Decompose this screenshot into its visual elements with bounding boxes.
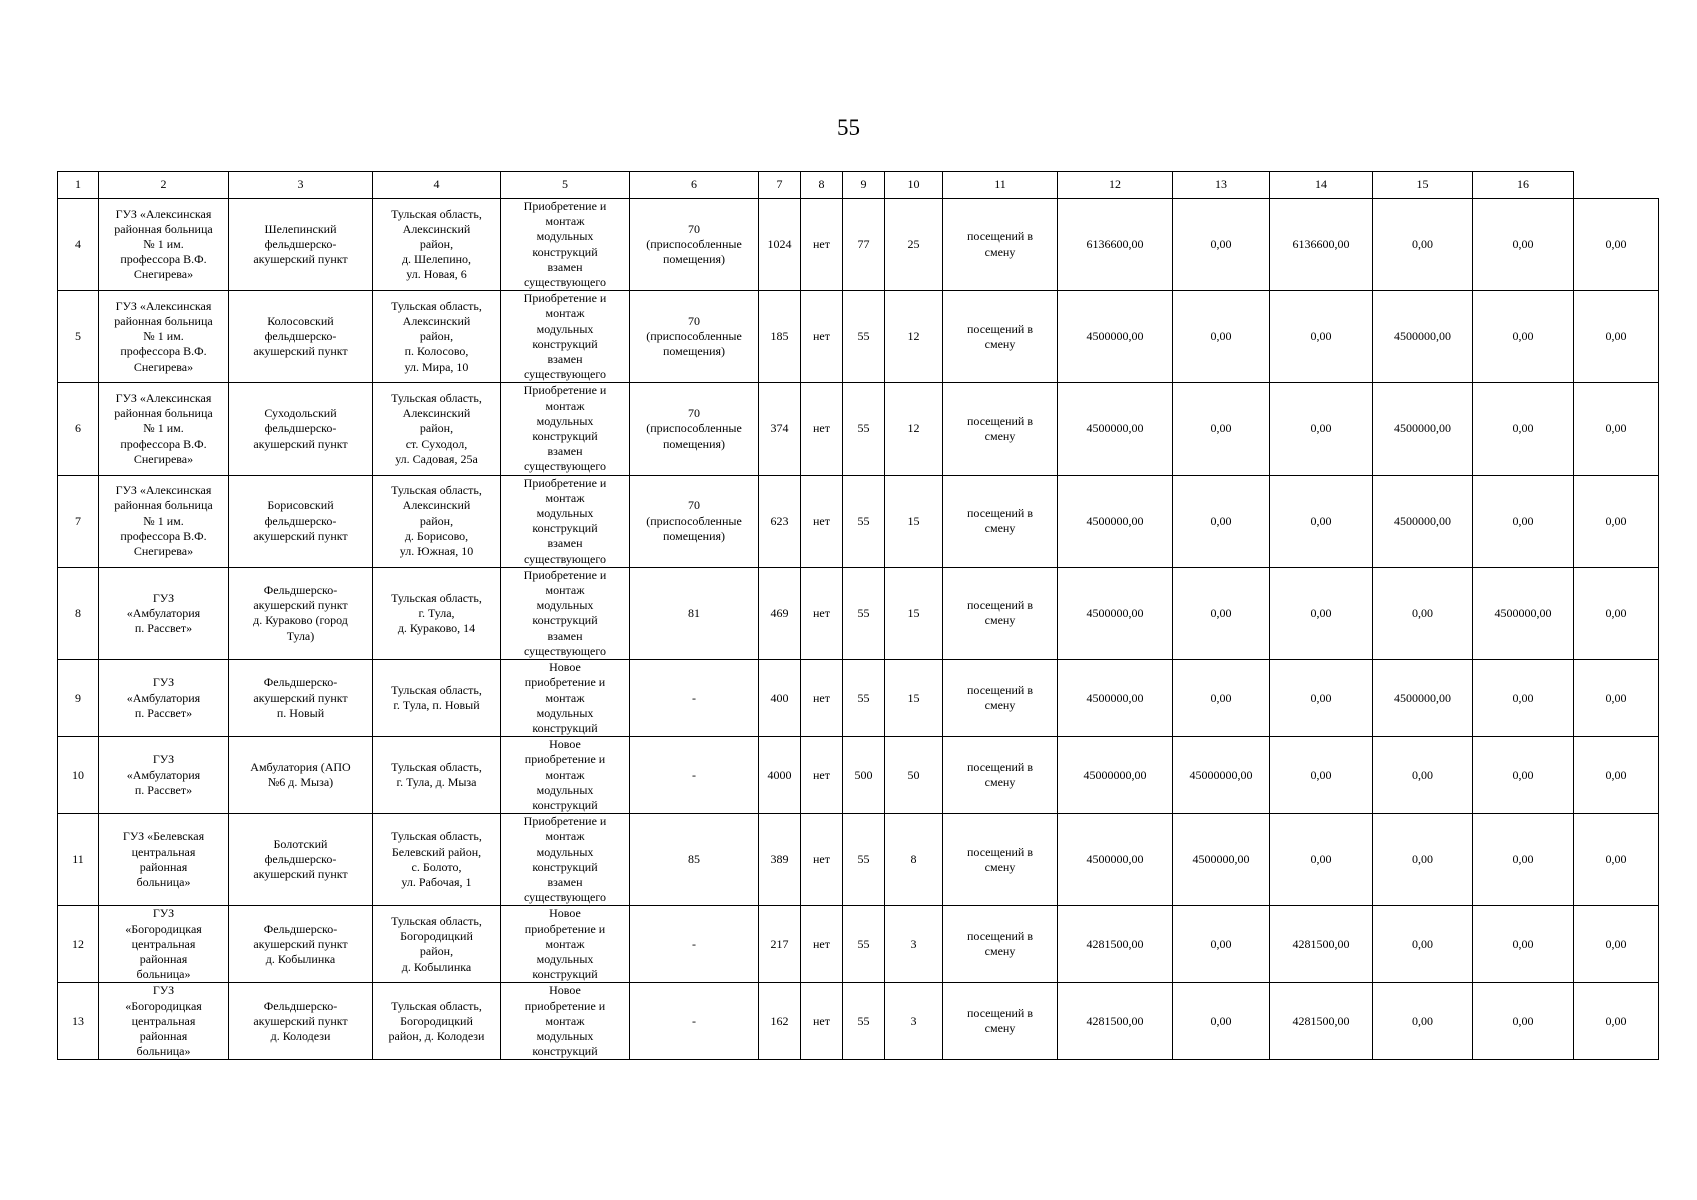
row-number: 12 [58, 906, 99, 983]
row-number: 8 [58, 567, 99, 659]
amount-column-12-cell: 45000000,00 [1173, 737, 1270, 814]
column-number: 6 [630, 172, 759, 199]
unit-cell: посещений в смену [943, 814, 1058, 906]
column-9-cell: 3 [885, 906, 943, 983]
amount-column-12-cell: 0,00 [1173, 906, 1270, 983]
column-7-cell: нет [801, 199, 843, 291]
column-6-cell: 374 [759, 383, 801, 475]
column-number: 15 [1373, 172, 1473, 199]
amount-column-13-cell: 0,00 [1270, 383, 1373, 475]
column-8-cell: 55 [843, 660, 885, 737]
table-row [58, 906, 1659, 983]
amount-column-16-cell: 0,00 [1574, 199, 1659, 291]
address-cell: Тульская область, Алексинский район, п. Колосово, ул. Мира, 10 [373, 291, 501, 383]
column-number-row [58, 172, 1659, 199]
column-8-cell: 55 [843, 814, 885, 906]
column-6-cell: 185 [759, 291, 801, 383]
register-body [58, 172, 1659, 1060]
column-number: 16 [1473, 172, 1574, 199]
amount-column-15-cell: 0,00 [1473, 906, 1574, 983]
unit-cell: посещений в смену [943, 383, 1058, 475]
amount-column-13-cell: 4281500,00 [1270, 906, 1373, 983]
institution-cell: ГУЗ «Алексинская районная больница № 1 им. профессора В.Ф. Снегирева» [99, 383, 229, 475]
amount-column-13-cell: 0,00 [1270, 567, 1373, 659]
column-7-cell: нет [801, 814, 843, 906]
table-row [58, 814, 1659, 906]
amount-column-16-cell: 0,00 [1574, 983, 1659, 1060]
amount-column-15-cell: 0,00 [1473, 199, 1574, 291]
facility-cell: Колосовский фельдшерско- акушерский пункт [229, 291, 373, 383]
work-type-cell: Приобретение и монтаж модульных конструкций взамен существующего [501, 291, 630, 383]
amount-column-15-cell: 0,00 [1473, 737, 1574, 814]
column-8-cell: 55 [843, 983, 885, 1060]
amount-column-16-cell: 0,00 [1574, 660, 1659, 737]
amount-column-16-cell: 0,00 [1574, 475, 1659, 567]
column-6-cell: 1024 [759, 199, 801, 291]
total-amount-cell: 4500000,00 [1058, 567, 1173, 659]
amount-column-16-cell: 0,00 [1574, 814, 1659, 906]
work-type-cell: Приобретение и монтаж модульных конструкций взамен существующего [501, 814, 630, 906]
amount-column-14-cell: 0,00 [1373, 199, 1473, 291]
total-amount-cell: 4500000,00 [1058, 660, 1173, 737]
column-7-cell: нет [801, 567, 843, 659]
column-7-cell: нет [801, 291, 843, 383]
address-cell: Тульская область, г. Тула, д. Мыза [373, 737, 501, 814]
table-row [58, 567, 1659, 659]
column-8-cell: 55 [843, 383, 885, 475]
amount-column-12-cell: 0,00 [1173, 983, 1270, 1060]
amount-column-14-cell: 0,00 [1373, 814, 1473, 906]
amount-column-13-cell: 0,00 [1270, 814, 1373, 906]
table-row [58, 983, 1659, 1060]
facility-cell: Фельдшерско- акушерский пункт п. Новый [229, 660, 373, 737]
column-number: 11 [943, 172, 1058, 199]
column-7-cell: нет [801, 906, 843, 983]
unit-cell: посещений в смену [943, 291, 1058, 383]
capacity-cell: - [630, 906, 759, 983]
table-row [58, 383, 1659, 475]
table-row [58, 199, 1659, 291]
unit-cell: посещений в смену [943, 737, 1058, 814]
total-amount-cell: 4500000,00 [1058, 291, 1173, 383]
capacity-cell: - [630, 983, 759, 1060]
amount-column-13-cell: 0,00 [1270, 660, 1373, 737]
column-9-cell: 15 [885, 660, 943, 737]
column-7-cell: нет [801, 737, 843, 814]
amount-column-14-cell: 0,00 [1373, 906, 1473, 983]
amount-column-12-cell: 0,00 [1173, 383, 1270, 475]
facility-cell: Амбулатория (АПО №6 д. Мыза) [229, 737, 373, 814]
amount-column-15-cell: 0,00 [1473, 475, 1574, 567]
column-number: 9 [843, 172, 885, 199]
amount-column-13-cell: 6136600,00 [1270, 199, 1373, 291]
table-row [58, 737, 1659, 814]
table-row [58, 660, 1659, 737]
institution-cell: ГУЗ «Алексинская районная больница № 1 им. профессора В.Ф. Снегирева» [99, 475, 229, 567]
column-8-cell: 55 [843, 475, 885, 567]
column-number: 14 [1270, 172, 1373, 199]
column-number: 1 [58, 172, 99, 199]
amount-column-14-cell: 4500000,00 [1373, 660, 1473, 737]
column-9-cell: 25 [885, 199, 943, 291]
amount-column-14-cell: 0,00 [1373, 737, 1473, 814]
amount-column-13-cell: 0,00 [1270, 475, 1373, 567]
work-type-cell: Новое приобретение и монтаж модульных конструкций [501, 983, 630, 1060]
total-amount-cell: 4500000,00 [1058, 475, 1173, 567]
table-row [58, 291, 1659, 383]
page-number: 55 [837, 115, 860, 140]
amount-column-14-cell: 0,00 [1373, 983, 1473, 1060]
column-number: 4 [373, 172, 501, 199]
institution-cell: ГУЗ «Алексинская районная больница № 1 им. профессора В.Ф. Снегирева» [99, 291, 229, 383]
column-7-cell: нет [801, 983, 843, 1060]
row-number: 6 [58, 383, 99, 475]
row-number: 7 [58, 475, 99, 567]
work-type-cell: Новое приобретение и монтаж модульных конструкций [501, 906, 630, 983]
column-6-cell: 162 [759, 983, 801, 1060]
column-8-cell: 500 [843, 737, 885, 814]
column-6-cell: 217 [759, 906, 801, 983]
capacity-cell: 70 (приспособленные помещения) [630, 291, 759, 383]
column-number: 2 [99, 172, 229, 199]
column-8-cell: 55 [843, 567, 885, 659]
column-9-cell: 12 [885, 383, 943, 475]
address-cell: Тульская область, Богородицкий район, д. Колодези [373, 983, 501, 1060]
address-cell: Тульская область, Богородицкий район, д. Кобылинка [373, 906, 501, 983]
address-cell: Тульская область, г. Тула, п. Новый [373, 660, 501, 737]
work-type-cell: Приобретение и монтаж модульных конструкций взамен существующего [501, 475, 630, 567]
column-7-cell: нет [801, 383, 843, 475]
total-amount-cell: 45000000,00 [1058, 737, 1173, 814]
column-7-cell: нет [801, 660, 843, 737]
total-amount-cell: 6136600,00 [1058, 199, 1173, 291]
row-number: 4 [58, 199, 99, 291]
amount-column-16-cell: 0,00 [1574, 906, 1659, 983]
address-cell: Тульская область, Алексинский район, д. Борисово, ул. Южная, 10 [373, 475, 501, 567]
unit-cell: посещений в смену [943, 567, 1058, 659]
work-type-cell: Приобретение и монтаж модульных конструкций взамен существующего [501, 567, 630, 659]
amount-column-16-cell: 0,00 [1574, 383, 1659, 475]
address-cell: Тульская область, Алексинский район, д. Шелепино, ул. Новая, 6 [373, 199, 501, 291]
column-number: 3 [229, 172, 373, 199]
work-type-cell: Приобретение и монтаж модульных конструкций взамен существующего [501, 199, 630, 291]
total-amount-cell: 4500000,00 [1058, 383, 1173, 475]
capacity-cell: - [630, 660, 759, 737]
column-8-cell: 55 [843, 291, 885, 383]
institution-cell: ГУЗ «Амбулатория п. Рассвет» [99, 567, 229, 659]
capacity-cell: 70 (приспособленные помещения) [630, 475, 759, 567]
column-8-cell: 77 [843, 199, 885, 291]
amount-column-16-cell: 0,00 [1574, 567, 1659, 659]
row-number: 5 [58, 291, 99, 383]
row-number: 9 [58, 660, 99, 737]
total-amount-cell: 4281500,00 [1058, 983, 1173, 1060]
unit-cell: посещений в смену [943, 475, 1058, 567]
row-number: 10 [58, 737, 99, 814]
institution-cell: ГУЗ «Богородицкая центральная районная больница» [99, 983, 229, 1060]
column-9-cell: 15 [885, 567, 943, 659]
address-cell: Тульская область, Алексинский район, ст. Суходол, ул. Садовая, 25а [373, 383, 501, 475]
work-type-cell: Приобретение и монтаж модульных конструкций взамен существующего [501, 383, 630, 475]
amount-column-16-cell: 0,00 [1574, 291, 1659, 383]
institution-cell: ГУЗ «Белевская центральная районная больница» [99, 814, 229, 906]
facility-cell: Суходольский фельдшерско- акушерский пункт [229, 383, 373, 475]
institution-cell: ГУЗ «Алексинская районная больница № 1 им. профессора В.Ф. Снегирева» [99, 199, 229, 291]
facility-cell: Фельдшерско- акушерский пункт д. Колодези [229, 983, 373, 1060]
facility-cell: Фельдшерско- акушерский пункт д. Кобылинка [229, 906, 373, 983]
capacity-cell: 70 (приспособленные помещения) [630, 199, 759, 291]
column-6-cell: 623 [759, 475, 801, 567]
column-6-cell: 469 [759, 567, 801, 659]
column-number: 13 [1173, 172, 1270, 199]
unit-cell: посещений в смену [943, 983, 1058, 1060]
column-9-cell: 3 [885, 983, 943, 1060]
row-number: 13 [58, 983, 99, 1060]
address-cell: Тульская область, Белевский район, с. Болото, ул. Рабочая, 1 [373, 814, 501, 906]
capacity-cell: - [630, 737, 759, 814]
facility-cell: Фельдшерско- акушерский пункт д. Кураково (город Тула) [229, 567, 373, 659]
amount-column-15-cell: 0,00 [1473, 291, 1574, 383]
column-number: 8 [801, 172, 843, 199]
institution-cell: ГУЗ «Амбулатория п. Рассвет» [99, 737, 229, 814]
amount-column-14-cell: 4500000,00 [1373, 475, 1473, 567]
amount-column-15-cell: 0,00 [1473, 383, 1574, 475]
column-6-cell: 400 [759, 660, 801, 737]
unit-cell: посещений в смену [943, 906, 1058, 983]
column-9-cell: 12 [885, 291, 943, 383]
address-cell: Тульская область, г. Тула, д. Кураково, 14 [373, 567, 501, 659]
institution-cell: ГУЗ «Богородицкая центральная районная больница» [99, 906, 229, 983]
capacity-cell: 70 (приспособленные помещения) [630, 383, 759, 475]
amount-column-12-cell: 0,00 [1173, 199, 1270, 291]
column-number: 12 [1058, 172, 1173, 199]
table-row [58, 475, 1659, 567]
amount-column-13-cell: 4281500,00 [1270, 983, 1373, 1060]
column-6-cell: 4000 [759, 737, 801, 814]
column-number: 10 [885, 172, 943, 199]
amount-column-15-cell: 0,00 [1473, 814, 1574, 906]
register-table [57, 171, 1659, 1060]
work-type-cell: Новое приобретение и монтаж модульных конструкций [501, 737, 630, 814]
capacity-cell: 81 [630, 567, 759, 659]
column-number: 7 [759, 172, 801, 199]
amount-column-15-cell: 4500000,00 [1473, 567, 1574, 659]
facility-cell: Борисовский фельдшерско- акушерский пункт [229, 475, 373, 567]
unit-cell: посещений в смену [943, 199, 1058, 291]
column-6-cell: 389 [759, 814, 801, 906]
column-7-cell: нет [801, 475, 843, 567]
amount-column-12-cell: 0,00 [1173, 291, 1270, 383]
capacity-cell: 85 [630, 814, 759, 906]
institution-cell: ГУЗ «Амбулатория п. Рассвет» [99, 660, 229, 737]
amount-column-12-cell: 0,00 [1173, 660, 1270, 737]
column-9-cell: 15 [885, 475, 943, 567]
column-8-cell: 55 [843, 906, 885, 983]
amount-column-16-cell: 0,00 [1574, 737, 1659, 814]
amount-column-13-cell: 0,00 [1270, 291, 1373, 383]
column-9-cell: 50 [885, 737, 943, 814]
column-number: 5 [501, 172, 630, 199]
facility-cell: Шелепинский фельдшерско- акушерский пункт [229, 199, 373, 291]
work-type-cell: Новое приобретение и монтаж модульных конструкций [501, 660, 630, 737]
amount-column-15-cell: 0,00 [1473, 983, 1574, 1060]
column-9-cell: 8 [885, 814, 943, 906]
total-amount-cell: 4500000,00 [1058, 814, 1173, 906]
total-amount-cell: 4281500,00 [1058, 906, 1173, 983]
amount-column-12-cell: 0,00 [1173, 475, 1270, 567]
amount-column-15-cell: 0,00 [1473, 660, 1574, 737]
row-number: 11 [58, 814, 99, 906]
facility-cell: Болотский фельдшерско- акушерский пункт [229, 814, 373, 906]
amount-column-13-cell: 0,00 [1270, 737, 1373, 814]
amount-column-14-cell: 4500000,00 [1373, 383, 1473, 475]
amount-column-14-cell: 4500000,00 [1373, 291, 1473, 383]
amount-column-12-cell: 0,00 [1173, 567, 1270, 659]
amount-column-12-cell: 4500000,00 [1173, 814, 1270, 906]
unit-cell: посещений в смену [943, 660, 1058, 737]
amount-column-14-cell: 0,00 [1373, 567, 1473, 659]
